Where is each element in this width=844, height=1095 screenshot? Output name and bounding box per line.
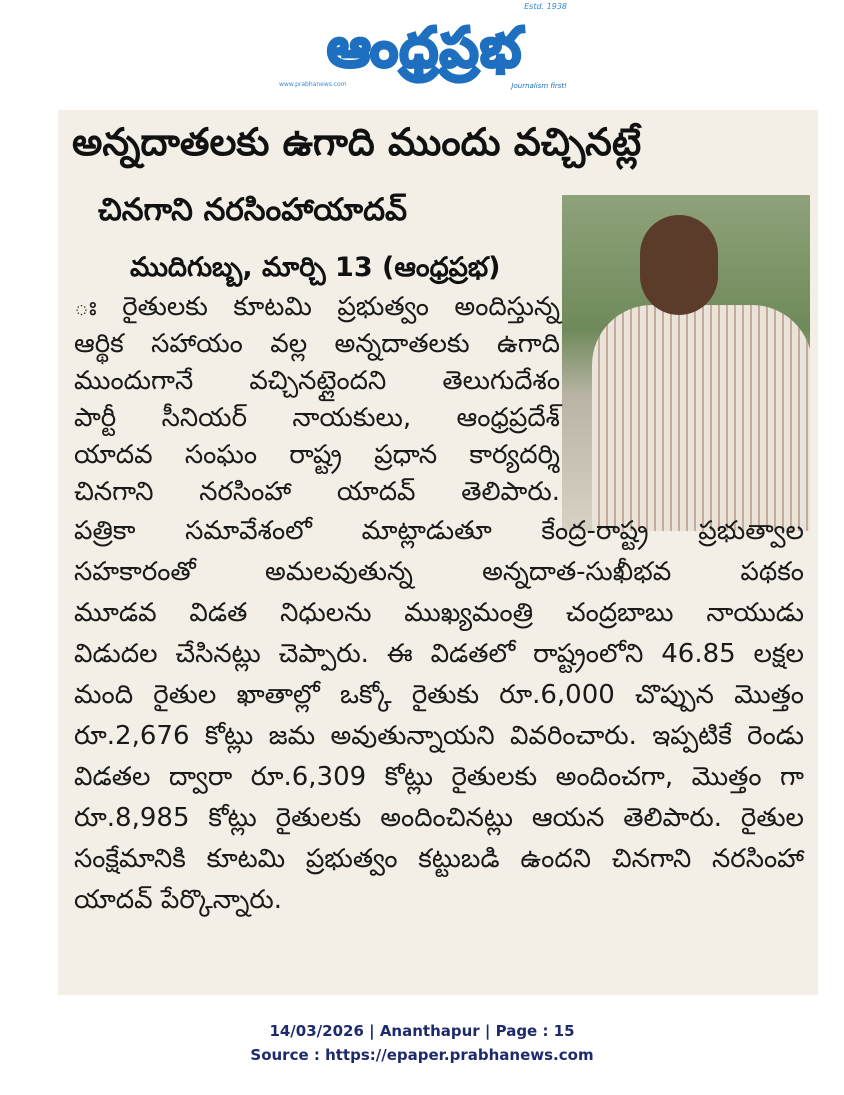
body-line: సంక్షేమానికి కూటమి ప్రభుత్వం కట్టుబడి ఉందని చినగాని నరసింహా	[74, 844, 804, 874]
footer-source: Source : https://epaper.prabhanews.com	[250, 1046, 594, 1064]
body-line: పార్టీ సీనియర్ నాయకులు, ఆంధ్రప్రదేశ్	[74, 403, 560, 433]
body-line: మూడవ విడత నిధులను ముఖ్యమంత్రి చంద్రబాబు నాయుడు	[74, 598, 804, 628]
body-line: ః రైతులకు కూటమి ప్రభుత్వం అందిస్తున్న	[74, 292, 560, 322]
body-line: సహకారంతో అమలవుతున్న అన్నదాత-సుఖీభవ పథకం	[74, 557, 804, 587]
body-line: ముందుగానే వచ్చినట్లైందని తెలుగుదేశం	[74, 366, 560, 396]
body-line: యాదవ్ పేర్కొన్నారు.	[74, 885, 283, 915]
person-photo	[562, 195, 810, 531]
masthead-logo	[275, 2, 575, 96]
footer-info: 14/03/2026 | Ananthapur | Page : 15	[269, 1022, 575, 1040]
photo-face	[640, 215, 718, 315]
body-line: ఆర్థిక సహాయం వల్ల అన్నదాతలకు ఉగాది	[74, 329, 560, 359]
website-label: www.prabhanews.com	[279, 81, 347, 88]
body-line: విడతల ద్వారా రూ.6,309 కోట్లు రైతులకు అందించగా, మొత్తం గా	[74, 762, 804, 792]
headline: అన్నదాతలకు ఉగాది ముందు వచ్చినట్లే	[72, 120, 642, 164]
body-line: యాదవ సంఘం రాష్ట్ర ప్రధాన కార్యదర్శి	[74, 440, 560, 470]
subhead: చినగాని నరసింహాయాదవ్	[98, 192, 408, 228]
body-line: పత్రికా సమావేశంలో మాట్లాడుతూ కేంద్ర-రాష్ట్ర ప్రభుత్వాల	[74, 516, 804, 546]
dateline: ముదిగుబ్బ, మార్చి 13 (ఆంధ్రప్రభ)	[130, 252, 501, 283]
body-line: చినగాని నరసింహా యాదవ్ తెలిపారు.	[74, 477, 560, 507]
photo-shirt	[592, 305, 810, 531]
body-line: మంది రైతుల ఖాతాల్లో ఒక్కో రైతుకు రూ.6,000 చొప్పున మొత్తం	[74, 680, 804, 710]
body-line: రూ.8,985 కోట్లు రైతులకు అందించినట్లు ఆయన తెలిపారు. రైతుల	[74, 803, 804, 833]
tagline: Journalism first!	[511, 82, 567, 90]
established-label: Estd. 1938	[524, 2, 567, 11]
body-line: రూ.2,676 కోట్లు జమ అవుతున్నాయని వివరించారు. ఇప్పటికే రెండు	[74, 721, 804, 751]
news-clipping	[58, 110, 818, 995]
logo-wordmark: ఆంధ్రప్రభ	[327, 16, 523, 79]
body-line: విడుదల చేసినట్లు చెప్పారు. ఈ విడతలో రాష్ట్రంలోని 46.85 లక్షల	[74, 639, 804, 669]
